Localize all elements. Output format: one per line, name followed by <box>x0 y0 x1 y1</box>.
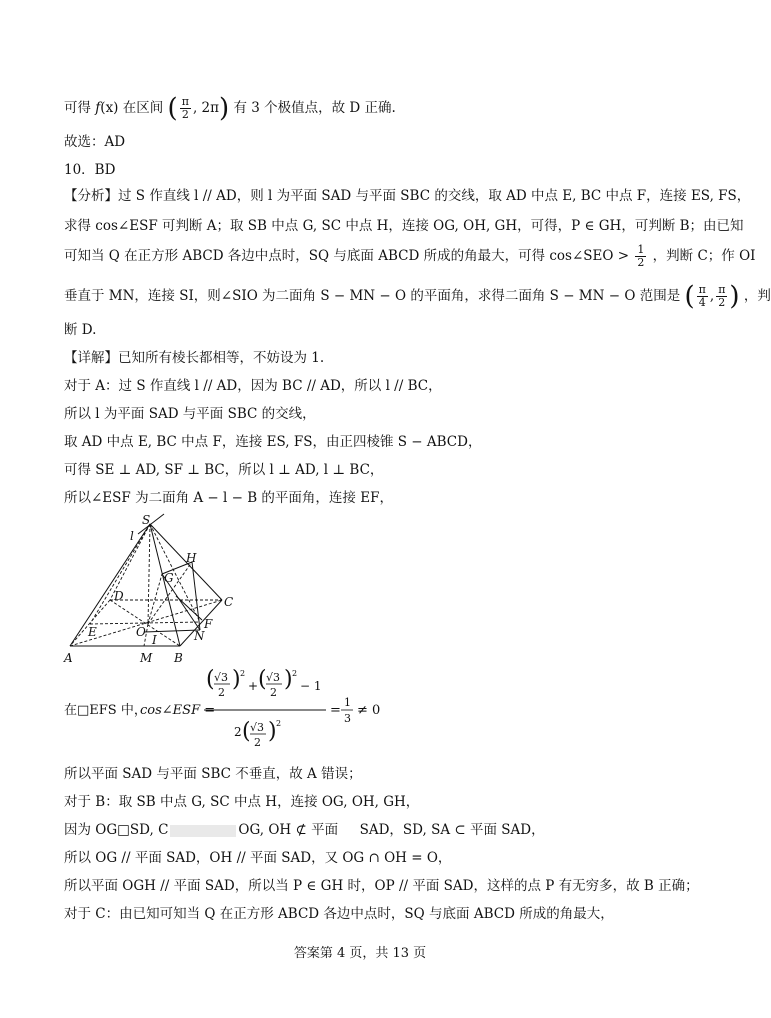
svg-text:2: 2 <box>292 669 298 678</box>
detail-line-8: 对于 B：取 SB 中点 G, SC 中点 H，连接 OG, OH, GH， <box>64 794 420 810</box>
detail-line-12: 对于 C：由已知可知当 Q 在正方形 ABCD 各边中点时，SQ 与底面 ABCD 所成的角最大， <box>64 906 614 922</box>
svg-text:√3: √3 <box>250 721 265 734</box>
label-N: N <box>194 629 205 643</box>
detail-line-7: 所以平面 SAD 与平面 SBC 不垂直，故 A 错误； <box>64 766 362 782</box>
label-D: D <box>114 589 124 603</box>
detail-line-3: 所以 l 为平面 SAD 与平面 SBC 的交线， <box>64 406 316 422</box>
fraction-1-2: $\frac{1}{2}$ <box>637 243 645 269</box>
svg-text:− 1: − 1 <box>300 679 322 693</box>
fraction-pi-2: $\frac{\pi}{2}$ <box>181 95 189 121</box>
label-E: E <box>88 625 97 639</box>
detail-line-5: 可得 SE ⊥ AD, SF ⊥ BC，所以 l ⊥ AD, l ⊥ BC， <box>64 462 384 478</box>
svg-text:): ) <box>284 667 293 692</box>
interval-end: , 2π <box>192 100 219 116</box>
svg-text:2: 2 <box>276 719 282 728</box>
svg-text:2: 2 <box>254 736 261 749</box>
analysis-line-1: 【分析】过 S 作直线 l // AD，则 l 为平面 SAD 与平面 SBC 的交线，取 AD 中点 E, BC 中点 F，连接 ES, FS， <box>64 188 751 204</box>
label-M: M <box>140 651 153 665</box>
svg-text:(: ( <box>206 667 215 692</box>
detail-line-11: 所以平面 OGH // 平面 SAD，所以当 P ∈ GH 时，OP // 平面 SAD，这样的点 P 有无穷多，故 B 正确； <box>64 878 699 894</box>
label-I: I <box>152 633 157 647</box>
detail-line-4: 取 AD 中点 E, BC 中点 F，连接 ES, FS，由正四棱锥 S − ABCD， <box>64 434 482 450</box>
analysis-line-3 <box>64 244 755 269</box>
text: 可知当 Q 在正方形 ABCD 各边中点时，SQ 与底面 ABCD 所成的角最大，可得 cos∠SEO > <box>64 248 630 264</box>
svg-text:): ) <box>268 719 277 744</box>
detail-line-2: 对于 A：过 S 作直线 l // AD，因为 BC // AD，所以 l // BC， <box>64 378 442 394</box>
svg-text:+: + <box>248 679 259 693</box>
right-paren: ) <box>218 93 230 124</box>
text: OG, OH ⊄ 平面 <box>238 822 339 838</box>
text: ，判断 C；作 OI <box>652 248 756 264</box>
label-C: C <box>224 595 234 609</box>
analysis-line-4: 垂直于 MN，连接 SI，则∠SIO 为二面角 S − MN − O 的平面角，求得二面角 S − MN − O 范围是 ( $\frac{\pi}{4}$ , $\frac{\pi}{2}$ ) ，判 <box>64 281 771 312</box>
text-line-2: 故选：AD <box>64 134 126 150</box>
svg-text:(: ( <box>258 667 267 692</box>
detail-line-1: 【详解】已知所有棱长都相等，不妨设为 1. <box>64 350 325 366</box>
svg-text:2: 2 <box>270 686 277 699</box>
svg-text:2: 2 <box>234 725 242 739</box>
text: 因为 OG□SD, C <box>64 822 169 838</box>
svg-text:√3: √3 <box>214 671 229 684</box>
analysis-line-5: 断 D. <box>64 322 97 338</box>
text: SAD，SD, SA ⊂ 平面 SAD， <box>359 822 545 838</box>
label-H: H <box>186 551 197 565</box>
svg-text:2: 2 <box>218 686 225 699</box>
cos-formula <box>64 668 384 752</box>
svg-text:=: = <box>330 703 341 718</box>
label-l: l <box>130 529 134 543</box>
text: 垂直于 MN，连接 SI，则∠SIO 为二面角 S − MN − O 的平面角，求得二面角 S − MN − O 范围是 <box>64 288 681 304</box>
formula-cos: cos∠ESF = <box>140 703 216 718</box>
label-O: O <box>136 625 146 639</box>
right-paren: ) <box>729 281 740 312</box>
formula-prefix: 在□EFS 中， <box>64 703 147 718</box>
math-f: f <box>95 100 101 116</box>
pyramid-figure <box>60 512 240 668</box>
left-paren: ( <box>684 281 695 312</box>
svg-text:2: 2 <box>240 669 246 678</box>
left-paren: ( <box>167 93 178 124</box>
fraction-pi-2: $\frac{\pi}{2}$ <box>718 283 726 309</box>
detail-line-9 <box>64 820 545 840</box>
svg-text:): ) <box>232 667 241 692</box>
detail-line-10: 所以 OG // 平面 SAD，OH // 平面 SAD，又 OG ∩ OH = O， <box>64 850 452 866</box>
svg-text:(: ( <box>242 719 251 744</box>
label-S: S <box>142 513 151 527</box>
text: 有 3 个极值点，故 D 正确. <box>233 100 396 116</box>
label-B: B <box>174 651 183 665</box>
svg-text:≠ 0: ≠ 0 <box>357 703 381 718</box>
text-line-3: 10．BD <box>64 162 116 178</box>
math-x: (x) <box>100 100 119 116</box>
text: ，判 <box>743 288 771 304</box>
svg-text:3: 3 <box>344 712 351 725</box>
text: 在区间 <box>122 100 164 116</box>
text: 可得 <box>64 100 91 116</box>
text-line-1 <box>64 93 396 124</box>
detail-line-6: 所以∠ESF 为二面角 A − l − B 的平面角，连接 EF， <box>64 490 393 506</box>
fraction-pi-4: $\frac{\pi}{4}$ <box>698 283 706 309</box>
label-F: F <box>204 617 213 631</box>
page-footer: 答案第 4 页，共 13 页 <box>293 946 427 961</box>
label-G: G <box>164 571 174 585</box>
svg-text:1: 1 <box>344 696 351 709</box>
analysis-line-2: 求得 cos∠ESF 可判断 A；取 SB 中点 G, SC 中点 H，连接 OG, OH, GH，可得，P ∈ GH，可判断 B；由已知 <box>64 218 744 234</box>
label-A: A <box>64 651 73 665</box>
redacted-block <box>170 825 236 837</box>
svg-text:√3: √3 <box>266 671 281 684</box>
